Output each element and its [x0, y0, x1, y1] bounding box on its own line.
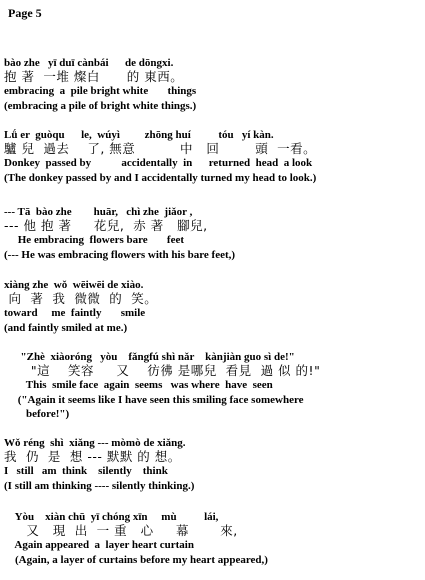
pinyin-line: --- Tā bào zhe huār, chì zhe jiǎor ,: [4, 206, 193, 218]
translation-line-continued: before!"): [4, 407, 70, 420]
literal-line: He embracing flowers bare feet: [4, 234, 185, 247]
chinese-line: 我 仍 是 想 --- 默默 的 想。: [4, 449, 181, 465]
pinyin-line: "Zhè xiàoróng yòu fǎngfú shì nǎr kànjiàn guo sì de!": [4, 351, 295, 363]
chinese-line: 向 著 我 微微 的 笑。: [4, 291, 158, 307]
stanza-5: [4, 350, 425, 421]
literal-line: toward me faintly smile: [4, 307, 146, 320]
pinyin-line: xiàng zhe wǒ wēiwēi de xiào.: [4, 279, 144, 291]
stanza-6: [4, 436, 425, 493]
pinyin-line: bào zhe yī duī cànbái de dōngxi.: [4, 57, 174, 69]
chinese-line: 又 現 出 一 重 心 幕 來,: [4, 523, 238, 539]
pinyin-line: Wǒ réng shì xiǎng --- mòmò de xiǎng.: [4, 437, 186, 449]
stanza-3: [4, 205, 425, 262]
chinese-line: --- 他 抱 著 花兒, 赤 著 腳兒,: [4, 218, 208, 234]
stanza-2: [4, 128, 425, 185]
stanza-1: [4, 56, 425, 113]
translation-line: ("Again it seems like I have seen this smiling face somewhere: [4, 393, 304, 406]
translation-line: (and faintly smiled at me.): [4, 321, 128, 334]
literal-line: I still am think silently think: [4, 465, 168, 478]
pinyin-line: Lǘ er guòqu le, wúyì zhōng huí tóu yí kàn.: [4, 129, 274, 141]
page-label: Page 5: [8, 6, 42, 20]
translation-line: (--- He was embracing flowers with his bare feet,): [4, 248, 236, 261]
literal-line: Again appeared a layer heart curtain: [4, 539, 194, 552]
chinese-line: "這 笑容 又 彷彿 是哪兒 看見 過 似 的!": [4, 363, 321, 379]
translation-line: (Again, a layer of curtains before my heart appeared,): [4, 553, 268, 566]
literal-line: Donkey passed by accidentally in returned head a look: [4, 157, 313, 170]
pinyin-line: Yòu xiàn chū yī chóng xīn mù lái,: [4, 511, 219, 523]
translation-line: (embracing a pile of bright white things.): [4, 99, 197, 112]
literal-line: embracing a pile bright white things: [4, 85, 197, 98]
translation-line: (The donkey passed by and I accidentally turned my head to look.): [4, 171, 317, 184]
literal-line: This smile face again seems was where have seen: [4, 379, 273, 392]
translation-line: (I still am thinking ---- silently thinking.): [4, 479, 195, 492]
stanza-4: [4, 278, 425, 335]
stanza-7: [4, 510, 425, 567]
chinese-line: 驢 兒 過去 了, 無意 中 回 頭 一看。: [4, 141, 317, 157]
chinese-line: 抱 著 一堆 燦白 的 東西。: [4, 69, 184, 85]
